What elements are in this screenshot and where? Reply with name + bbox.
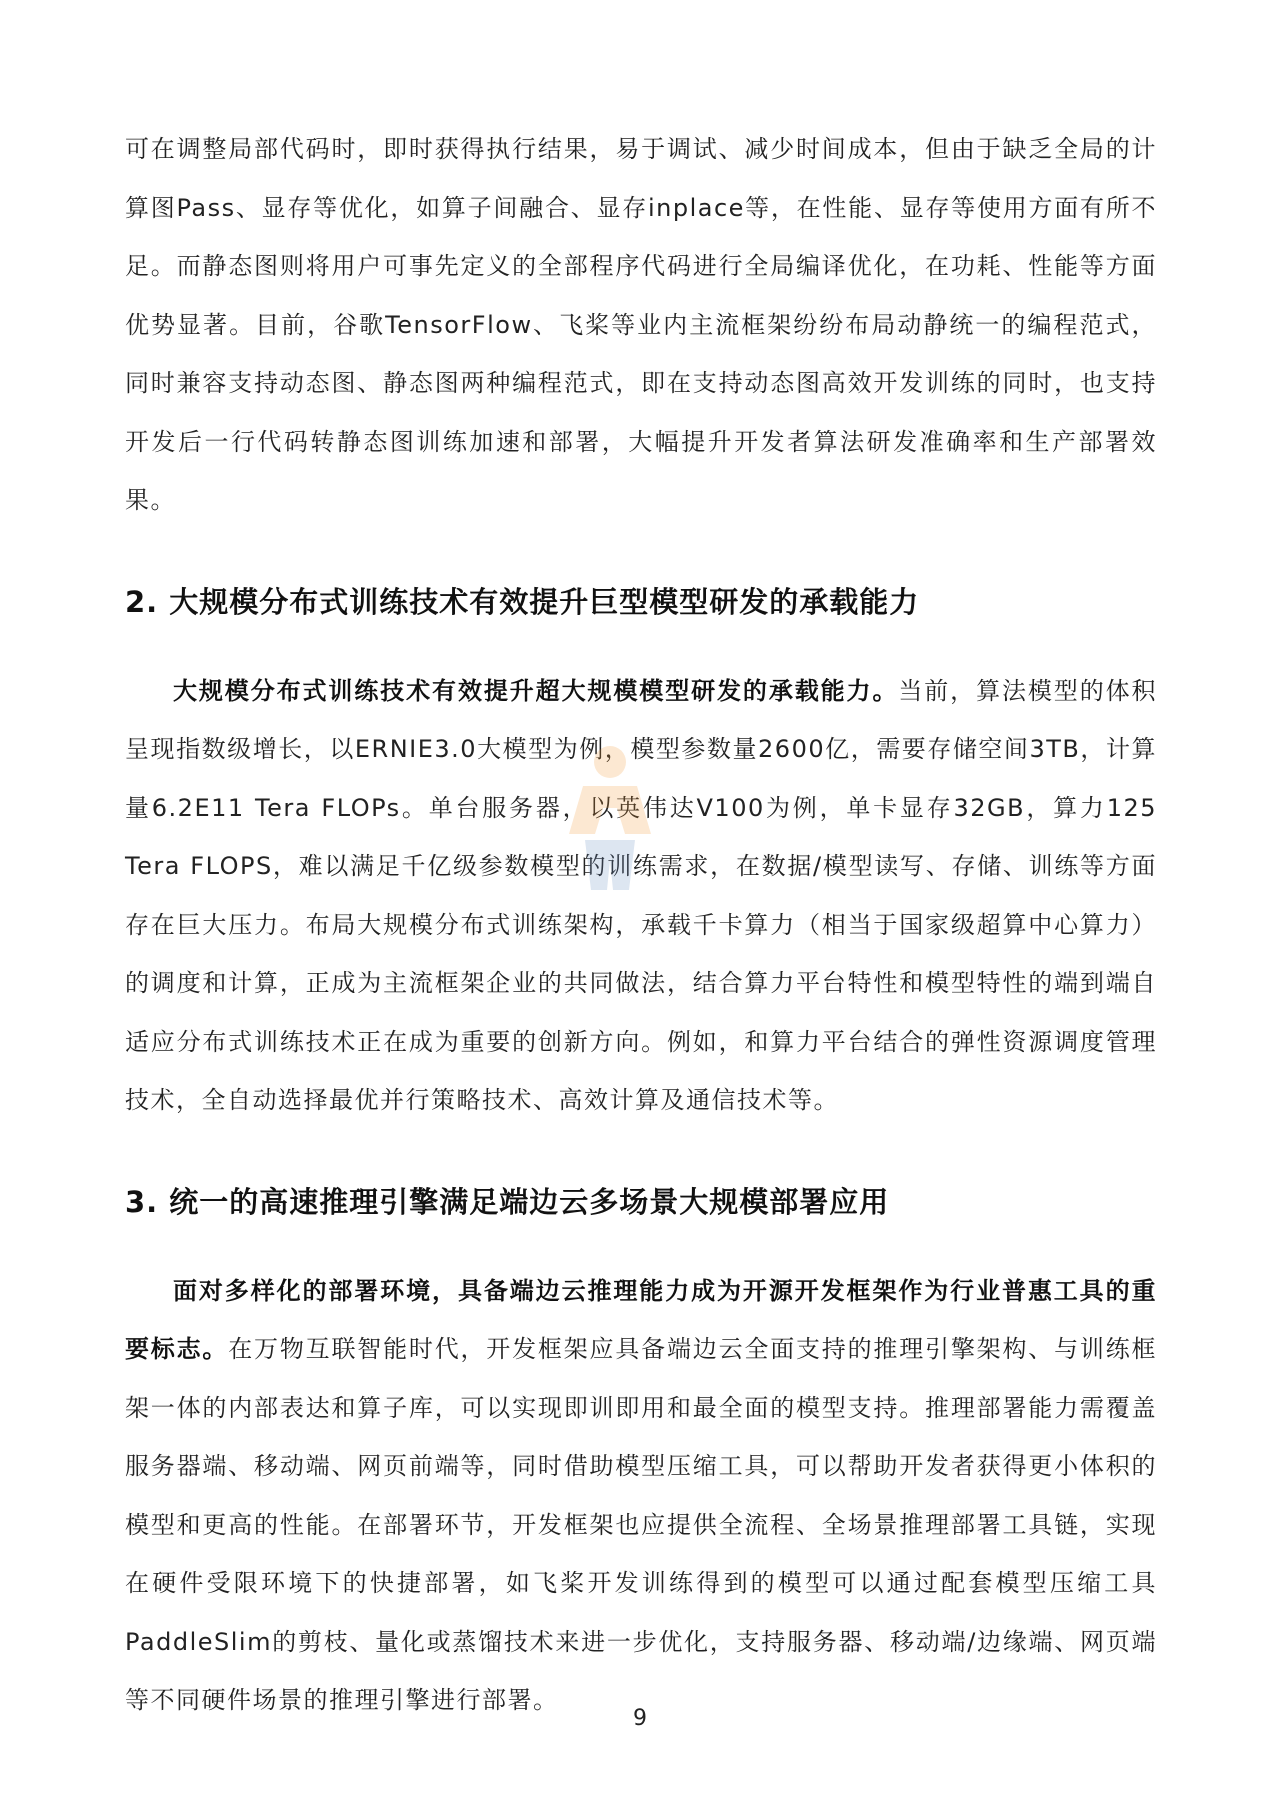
section-2-paragraph [125, 662, 1157, 1130]
section-2-heading: 2. 大规模分布式训练技术有效提升巨型模型研发的承载能力 [125, 584, 920, 619]
section-3-paragraph [125, 1262, 1157, 1730]
page-content [125, 120, 1157, 1730]
section-3-body: 在万物互联智能时代，开发框架应具备端边云全面支持的推理引擎架构、与训练框架一体的内部表达和算子库，可以实现即训即用和最全面的模型支持。推理部署能力需覆盖服务器端、移动端、网页前端等，同时借助模型压缩工具，可以帮助开发者获得更小体积的模型和更高的性能。在部署环节，开发框架也应提供全流程、全场景推理部署工具链，实现在硬件受限环境下的快捷部署，如飞桨开发训练得到的模型可以通过配套模型压缩工具PaddleSlim的剪枝、量化或蒸馏技术来进一步优化，支持服务器、移动端/边缘端、网页端等不同硬件场景的推理引擎进行部署。 [125, 1335, 1158, 1714]
page-number: 9 [633, 1706, 647, 1731]
section-2-lead-bold: 大规模分布式训练技术有效提升超大规模模型研发的承载能力。 [173, 676, 899, 705]
section-2-body: 当前，算法模型的体积呈现指数级增长，以ERNIE3.0大模型为例，模型参数量2600亿，需要存储空间3TB，计算量6.2E11 Tera FLOPs。单台服务器，以英伟达V100为例，单卡显存32GB，算力125 Tera FLOPS，难以满足千亿级参数模型的训练需求，在数据/模型读写、存储、训练等方面存在巨大压力。布局大规模分布式训练架构，承载千卡算力（相当于国家级超算中心算力）的调度和计算，正成为主流框架企业的共同做法，结合算力平台特性和模型特性的端到端自适应分布式训练技术正在成为重要的创新方向。例如，和算力平台结合的弹性资源调度管理技术，全自动选择最优并行策略技术、高效计算及通信技术等。 [125, 676, 1158, 1114]
section-3-lead-bold: 面对多样化的部署环境，具备端边云推理能力成为开源开发框架作为行业普惠工具的重要标志。 [125, 1276, 1157, 1363]
intro-paragraph: 可在调整局部代码时，即时获得执行结果，易于调试、减少时间成本，但由于缺乏全局的计算图Pass、显存等优化，如算子间融合、显存inplace等，在性能、显存等使用方面有所不足。而静态图则将用户可事先定义的全部程序代码进行全局编译优化，在功耗、性能等方面优势显著。目前，谷歌TensorFlow、飞桨等业内主流框架纷纷布局动静统一的编程范式，同时兼容支持动态图、静态图两种编程范式，即在支持动态图高效开发训练的同时，也支持开发后一行代码转静态图训练加速和部署，大幅提升开发者算法研发准确率和生产部署效果。 [125, 135, 1157, 514]
section-3-heading: 3. 统一的高速推理引擎满足端边云多场景大规模部署应用 [125, 1184, 890, 1219]
